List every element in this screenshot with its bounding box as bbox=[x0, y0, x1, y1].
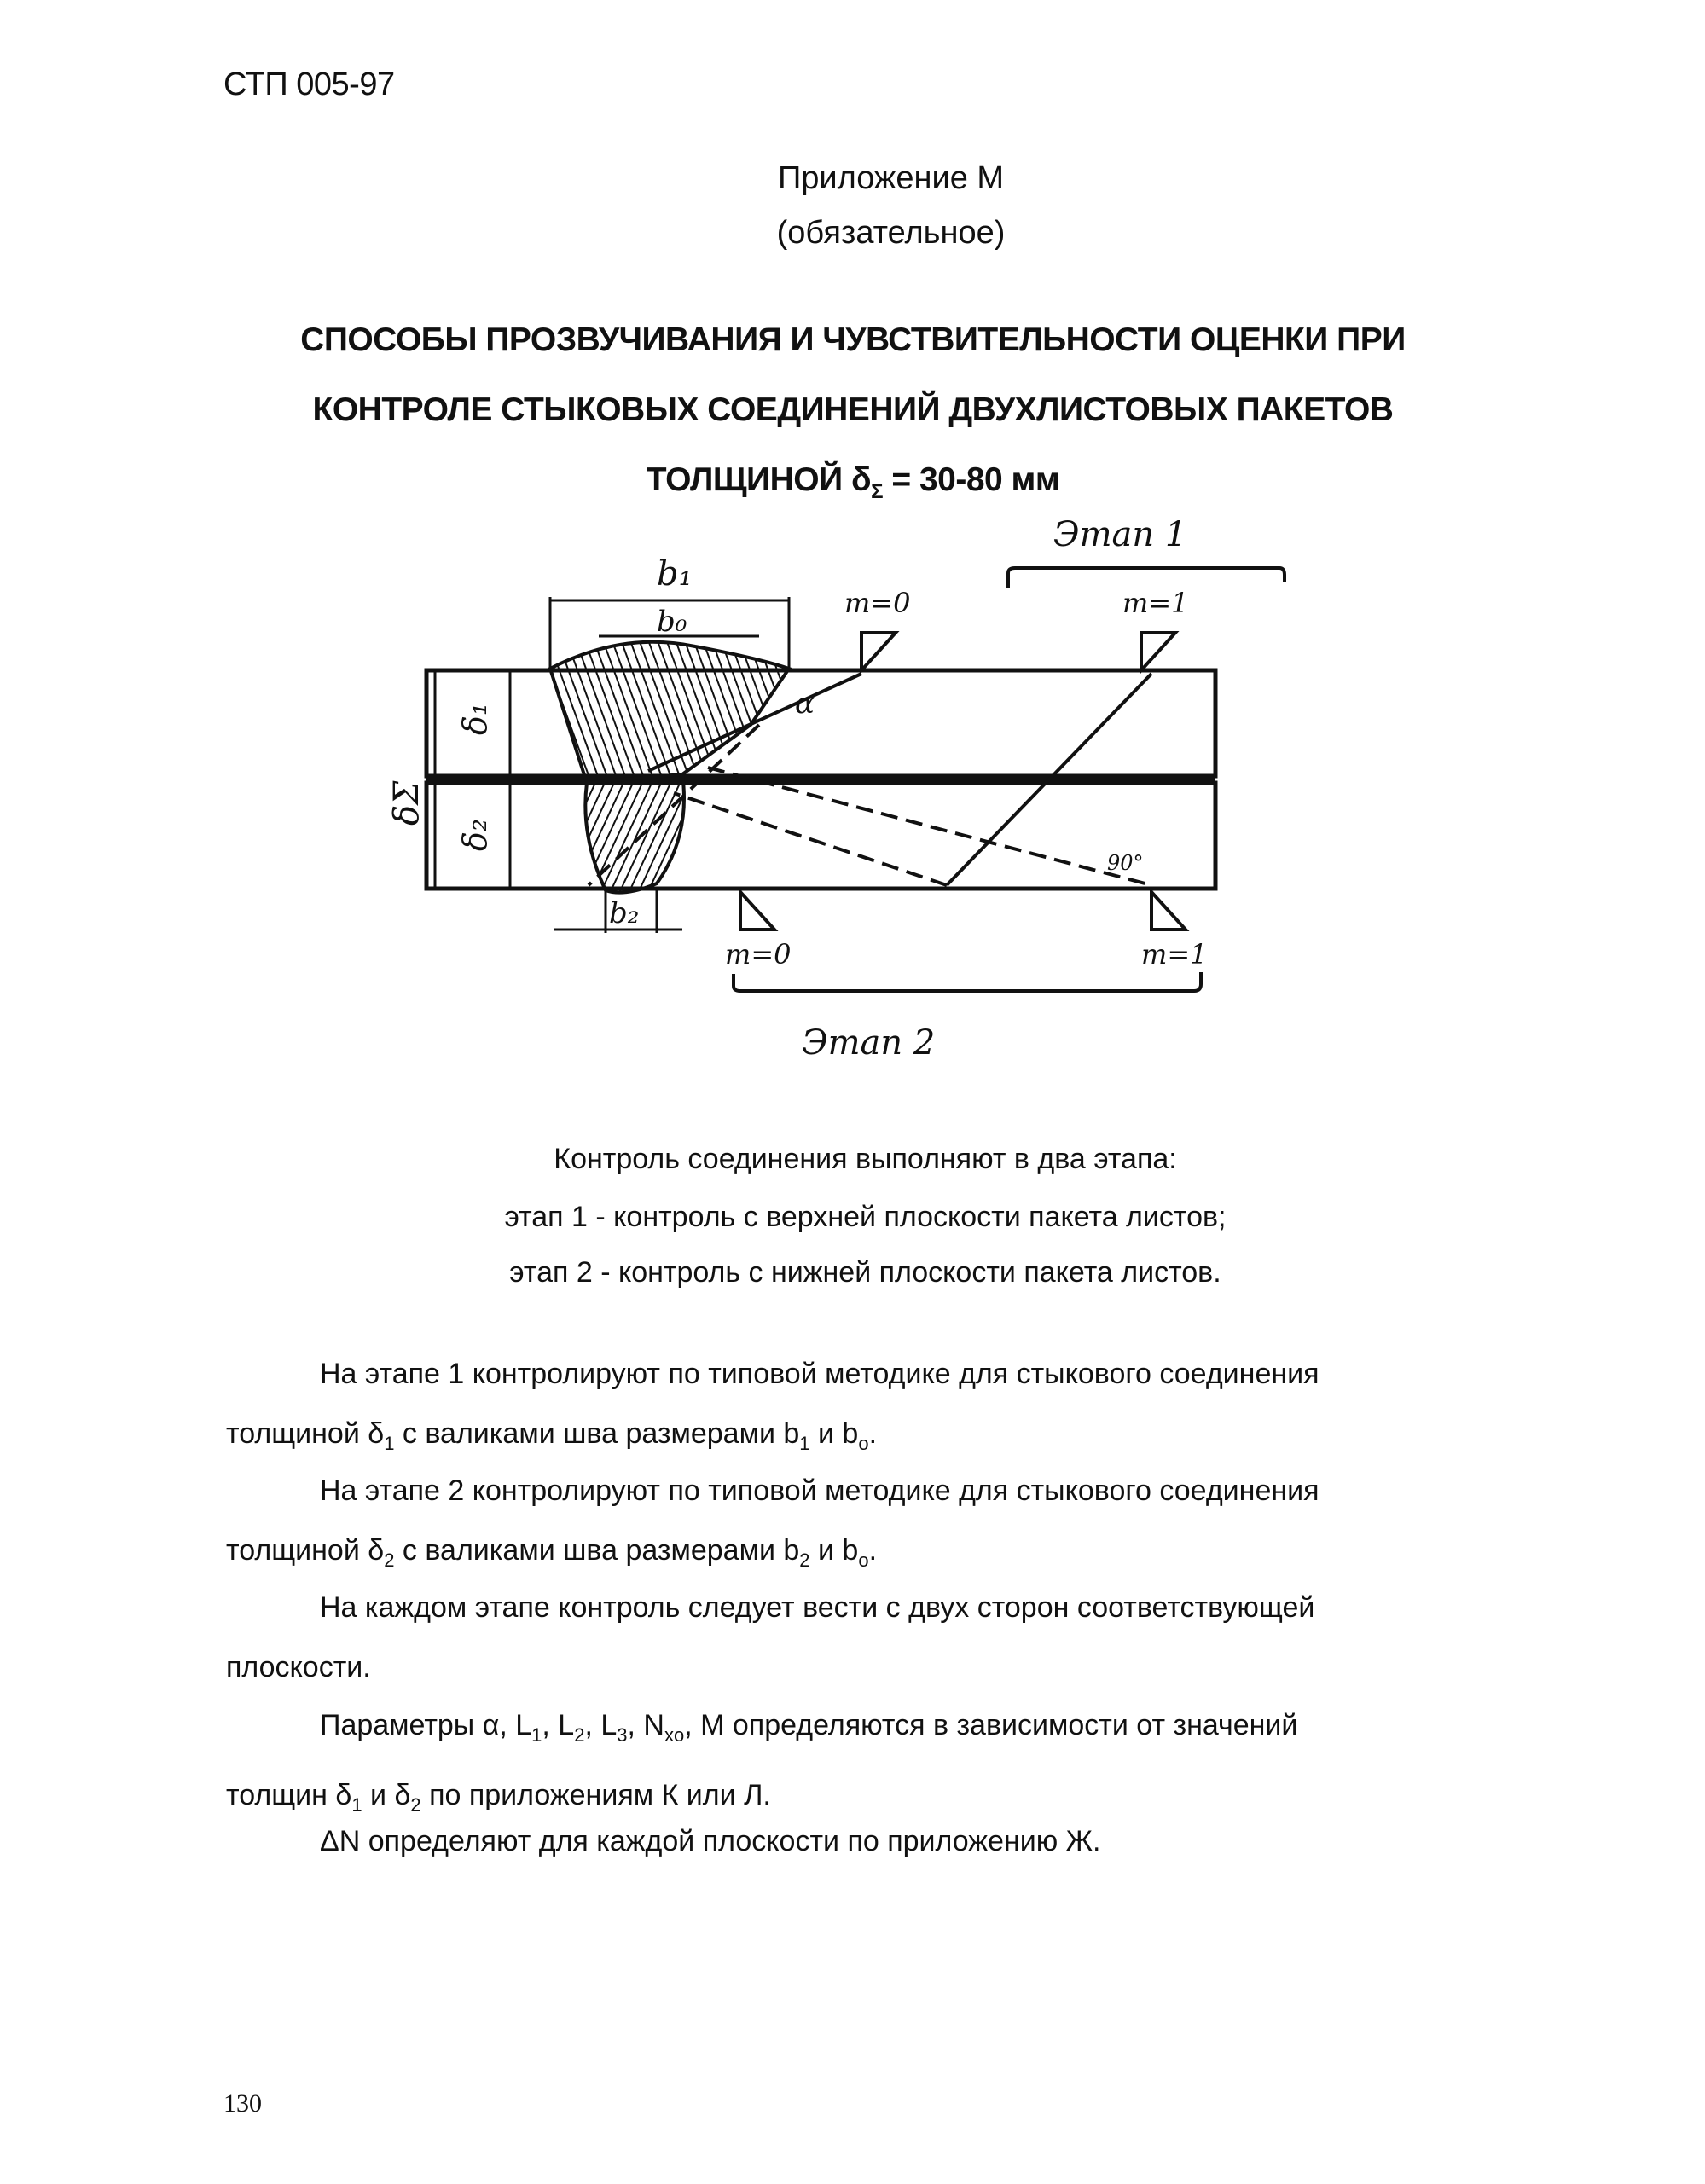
p4-sub-6: 2 bbox=[410, 1793, 421, 1816]
probe-top-m1 bbox=[1141, 633, 1175, 670]
p4-text-e: , M определяются в зависимости от значений толщин δ bbox=[226, 1709, 1298, 1811]
p4-sub-1: 1 bbox=[531, 1723, 542, 1746]
delta-1-label: δ₁ bbox=[456, 702, 494, 735]
page-number: 130 bbox=[223, 2089, 262, 2117]
upper-plate bbox=[426, 670, 1215, 776]
m1-top-label: m=1 bbox=[1122, 587, 1189, 619]
p5-text: ΔN определяют для каждой плоскости по приложению Ж. bbox=[320, 1825, 1101, 1857]
caption-line-2: этап 1 - контроль с верхней плоскости пакета листов; bbox=[504, 1201, 1227, 1233]
p4-sub-2: 2 bbox=[574, 1723, 585, 1746]
beam-bottom-c bbox=[674, 793, 947, 885]
heading-line-3-prefix: ТОЛЩИНОЙ δ bbox=[646, 461, 872, 498]
b0-label: b₀ bbox=[657, 605, 687, 639]
p4-text-d: , N bbox=[627, 1709, 664, 1741]
p4-sub-4: xo bbox=[664, 1723, 685, 1746]
paragraph-delta-n bbox=[226, 1811, 1386, 1871]
heading-line-1: СПОСОБЫ ПРОЗВУЧИВАНИЯ И ЧУВСТВИТЕЛЬНОСТИ ОЦЕНКИ ПРИ bbox=[300, 322, 1406, 358]
p4-text-a: Параметры α, L bbox=[320, 1709, 532, 1741]
p1-text-b: с валиками шва размерами b bbox=[394, 1417, 800, 1450]
p2-sub-1: 2 bbox=[384, 1549, 395, 1571]
p4-sub-5: 1 bbox=[351, 1793, 362, 1816]
p2-text-d: . bbox=[868, 1534, 878, 1567]
alpha-label: α bbox=[795, 686, 815, 721]
p2-text-a: На этапе 2 контролируют по типовой методике для стыкового соединения толщиной δ bbox=[226, 1474, 1319, 1567]
appendix-status: (обязательное) bbox=[776, 215, 1006, 251]
heading-sigma-subscript: Σ bbox=[871, 479, 884, 503]
caption-line-1: Контроль соединения выполняют в два этапа: bbox=[554, 1143, 1177, 1175]
p1-sub-1: 1 bbox=[384, 1432, 395, 1454]
heading-line-3-suffix: = 30-80 мм bbox=[883, 461, 1060, 498]
p1-sub-2: 1 bbox=[799, 1432, 810, 1454]
p1-text-c: и b bbox=[809, 1417, 859, 1450]
p4-sub-3: 3 bbox=[617, 1723, 628, 1746]
m1-bottom-label: m=1 bbox=[1141, 938, 1208, 970]
p1-text-a: На этапе 1 контролируют по типовой методике для стыкового соединения толщиной δ bbox=[226, 1358, 1319, 1450]
caption-line-3: этап 2 - контроль с нижней плоскости пакета листов. bbox=[509, 1256, 1221, 1289]
weld-inspection-figure bbox=[387, 512, 1296, 1092]
probe-bottom-m1 bbox=[1151, 892, 1186, 930]
p2-text-c: и b bbox=[809, 1534, 859, 1567]
b1-label: b₁ bbox=[657, 554, 693, 594]
paragraph-stage-2 bbox=[226, 1461, 1386, 1590]
p4-text-c: , L bbox=[584, 1709, 618, 1741]
p1-text-d: . bbox=[868, 1417, 878, 1450]
paragraph-stage-1 bbox=[226, 1344, 1386, 1474]
stage-2-label: Этап 2 bbox=[802, 1023, 936, 1063]
p1-sub-3: o bbox=[858, 1432, 869, 1454]
probe-top-m0 bbox=[861, 633, 896, 670]
m0-bottom-label: m=0 bbox=[725, 938, 792, 970]
stage-2-bracket bbox=[734, 972, 1201, 991]
stage-1-bracket bbox=[1008, 568, 1285, 588]
delta-sum-label: δΣ bbox=[387, 780, 426, 826]
m0-top-label: m=0 bbox=[844, 587, 911, 619]
stage-1-label: Этап 1 bbox=[1053, 515, 1187, 554]
appendix-label: Приложение М bbox=[777, 160, 1005, 196]
probe-bottom-m0 bbox=[740, 892, 774, 930]
angle-label: 90° bbox=[1107, 851, 1144, 875]
b2-label: b₂ bbox=[609, 896, 640, 930]
p4-text-b: , L bbox=[542, 1709, 575, 1741]
p2-sub-3: o bbox=[858, 1549, 869, 1571]
heading-line-2: КОНТРОЛЕ СТЫКОВЫХ СОЕДИНЕНИЙ ДВУХЛИСТОВЫХ ПАКЕТОВ bbox=[312, 391, 1394, 428]
p3-text: На каждом этапе контроль следует вести с двух сторон соответствующей плоскости. bbox=[226, 1591, 1315, 1683]
section-heading bbox=[256, 305, 1450, 527]
p4-text-f: и δ bbox=[362, 1778, 411, 1811]
p2-sub-2: 2 bbox=[799, 1549, 810, 1571]
delta-2-label: δ₂ bbox=[456, 818, 494, 851]
paragraph-each-stage bbox=[226, 1578, 1386, 1697]
p4-text-g: по приложениям К или Л. bbox=[420, 1778, 771, 1811]
document-code: СТП 005-97 bbox=[223, 67, 395, 102]
p2-text-b: с валиками шва размерами b bbox=[394, 1534, 800, 1567]
